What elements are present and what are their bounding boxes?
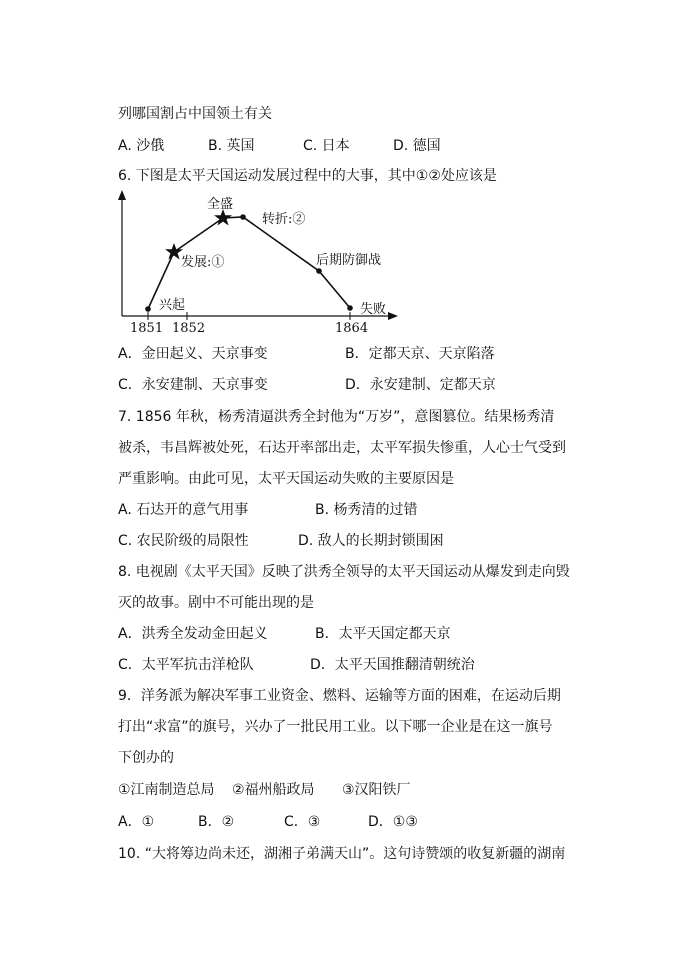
label-late: 后期防御战 (316, 253, 382, 268)
q9-line-2: 打出“求富”的旗号，兴办了一批民用工业。以下哪一企业是在这一旗号 (118, 719, 553, 735)
q6-option-c: C．永安建制、天京事变 (118, 377, 268, 393)
q7-line-3: 严重影响。由此可见，太平天国运动失败的主要原因是 (118, 471, 454, 487)
q7-option-a: A. 石达开的意气用事 (118, 502, 249, 518)
timeline-diagram (110, 186, 410, 336)
q10-line-1: 10. “大将筹边尚未还，湖湘子弟满天山”。这句诗赞颂的收复新疆的湖南 (118, 846, 566, 862)
label-dev: 发展:① (181, 255, 225, 270)
label-fail: 失败 (360, 302, 387, 317)
q9-item-2: ②福州船政局 (232, 782, 315, 798)
q8-option-b: B．太平天国定都天京 (315, 626, 451, 642)
q8-option-d: D．太平天国推翻清朝统治 (310, 657, 475, 673)
q7-line-2: 被杀，韦昌辉被处死，石达开率部出走，太平军损失惨重，人心士气受到 (118, 440, 566, 456)
q7-option-b: B. 杨秀清的过错 (315, 502, 418, 518)
q9-option-d: D．①③ (368, 814, 418, 830)
year-1852: 1852 (172, 321, 206, 336)
q7-option-d: D. 敌人的长期封锁围困 (298, 533, 444, 549)
q5-option-c: C. 日本 (303, 138, 350, 154)
q6-option-a: A．金田起义、天京事变 (118, 346, 268, 362)
q9-option-b: B．② (198, 814, 235, 830)
q9-option-a: A．① (118, 814, 155, 830)
q8-option-a: A．洪秀全发动金田起义 (118, 626, 268, 642)
year-1864: 1864 (335, 321, 369, 336)
q6-stem: 6. 下图是太平天国运动发展过程中的大事，其中①②处应该是 (118, 168, 497, 184)
q7-line-1: 7. 1856 年秋，杨秀清逼洪秀全封他为“万岁”，意图篡位。结果杨秀清 (118, 409, 555, 425)
q8-line-1: 8. 电视剧《太平天国》反映了洪秀全领导的太平天国运动从爆发到走向毁 (118, 564, 570, 580)
q5-option-b: B. 英国 (208, 138, 255, 154)
q6-option-d: D．永安建制、定都天京 (345, 377, 496, 393)
q9-item-3: ③汉阳铁厂 (342, 782, 411, 798)
q6-option-b: B．定都天京、天京陷落 (345, 346, 495, 362)
q9-line-1: 9．洋务派为解决军事工业资金、燃料、运输等方面的困难，在运动后期 (118, 688, 561, 704)
q9-line-3: 下创办的 (118, 750, 174, 766)
label-rise: 兴起 (159, 298, 186, 313)
label-peak: 全盛 (207, 197, 234, 212)
q8-line-2: 灭的故事。剧中不可能出现的是 (118, 595, 314, 611)
q8-option-c: C．太平军抗击洋枪队 (118, 657, 254, 673)
year-1851: 1851 (130, 321, 164, 336)
q7-option-c: C. 农民阶级的局限性 (118, 533, 249, 549)
q9-option-c: C．③ (284, 814, 321, 830)
q5-option-d: D. 德国 (393, 138, 441, 154)
q9-item-1: ①江南制造总局 (118, 782, 215, 798)
q5-option-a: A. 沙俄 (118, 138, 165, 154)
label-turn: 转折:② (262, 212, 306, 227)
q5-stem-tail: 列哪国割占中国领土有关 (118, 106, 272, 122)
